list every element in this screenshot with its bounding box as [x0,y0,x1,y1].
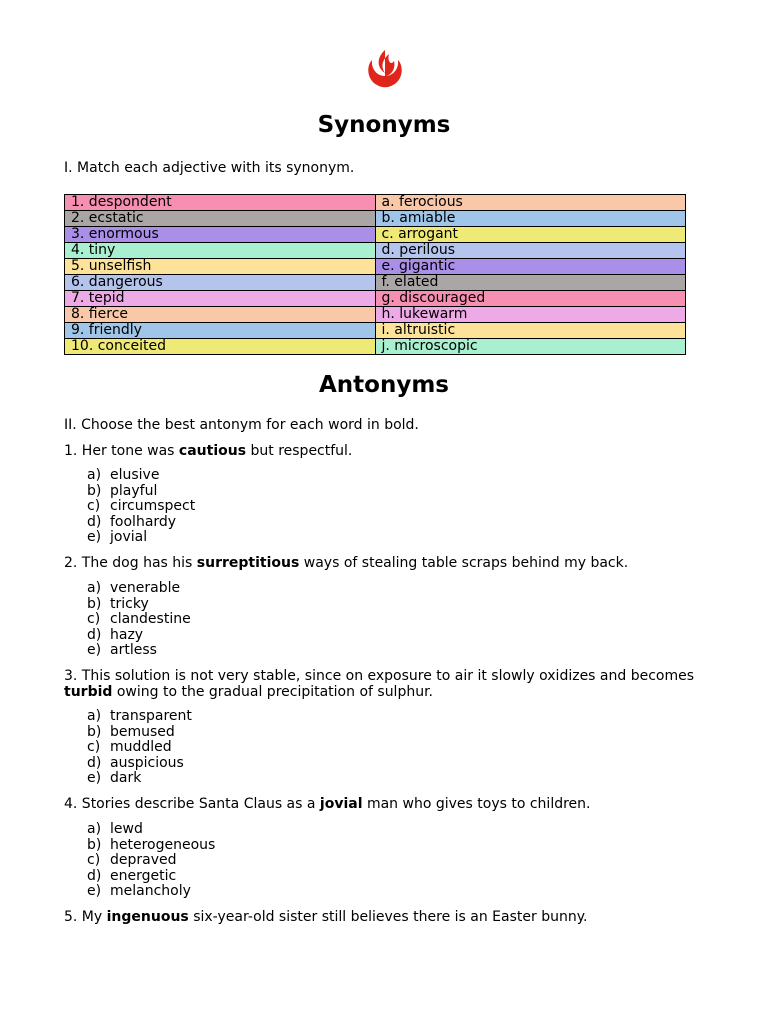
synonym-cell: e. gigantic [375,259,686,275]
match-row [65,275,686,291]
option-letter: b) [87,482,102,499]
match-row [65,307,686,323]
option-text: lewd [110,821,143,837]
synonym-cell: a. ferocious [375,195,686,211]
option-text: heterogeneous [110,836,216,853]
match-row [65,195,686,211]
adjective-cell: 4. tiny [65,243,376,259]
adjective-cell: 10. conceited [65,339,376,355]
option-letter: c) [87,498,101,514]
synonym-cell: c. arrogant [375,227,686,243]
answer-option[interactable] [87,499,195,515]
answer-option[interactable] [87,709,192,725]
adjective-cell: 9. friendly [65,323,376,339]
question-5-keyword: ingenuous [106,909,189,925]
option-letter: c) [87,852,101,868]
option-letter: a) [87,821,102,837]
synonym-cell: b. amiable [375,211,686,227]
option-letter: b) [87,836,102,853]
option-letter: c) [87,739,101,755]
synonyms-title: Synonyms [317,112,451,138]
option-text: bemused [110,723,175,740]
question-4: 4. Stories describe Santa Claus as a jovial man who gives toys to children. [64,796,591,812]
adjective-cell: 5. unselfish [65,259,376,275]
synonym-cell: f. elated [375,275,686,291]
option-text: melancholy [110,883,191,899]
match-row [65,323,686,339]
answer-option[interactable] [87,484,195,500]
question-2: 2. The dog has his surreptitious ways of stealing table scraps behind my back. [64,555,629,571]
option-letter: b) [87,595,102,612]
match-row [65,339,686,355]
question-2-options [87,581,191,659]
synonyms-instruction: I. Match each adjective with its synonym. [64,160,355,176]
option-text: energetic [110,867,177,884]
option-letter: d) [87,867,102,884]
option-letter: e) [87,642,102,658]
antonyms-instruction: II. Choose the best antonym for each word in bold. [64,417,419,433]
answer-option[interactable] [87,884,215,900]
option-text: hazy [110,626,144,643]
question-1-keyword: cautious [178,443,247,459]
synonym-cell: h. lukewarm [375,307,686,323]
synonym-cell: g. discouraged [375,291,686,307]
flame-logo-icon [359,46,411,94]
question-2-keyword: surreptitious [196,555,300,571]
adjective-cell: 7. tepid [65,291,376,307]
match-row [65,291,686,307]
answer-option[interactable] [87,468,195,484]
option-text: venerable [110,580,181,596]
option-letter: a) [87,580,102,596]
answer-option[interactable] [87,581,191,597]
adjective-cell: 6. dangerous [65,275,376,291]
answer-option[interactable] [87,612,191,628]
answer-option[interactable] [87,725,192,741]
answer-option[interactable] [87,628,191,644]
match-row [65,259,686,275]
match-row [65,227,686,243]
answer-option[interactable] [87,853,215,869]
option-text: jovial [110,529,148,545]
option-text: tricky [110,595,149,612]
option-letter: e) [87,529,102,545]
answer-option[interactable] [87,643,191,659]
answer-option[interactable] [87,869,215,885]
option-letter: a) [87,467,102,483]
antonyms-title: Antonyms [319,372,449,398]
option-letter: c) [87,611,101,627]
answer-option[interactable] [87,771,192,787]
option-letter: b) [87,723,102,740]
question-1: 1. Her tone was cautious but respectful. [64,443,353,459]
option-text: circumspect [110,498,196,514]
option-letter: d) [87,754,102,771]
option-text: auspicious [110,754,184,771]
match-row [65,211,686,227]
answer-option[interactable] [87,515,195,531]
question-3: 3. This solution is not very stable, since on exposure to air it slowly oxidizes and becomes turbid owing to the gradual precipitation of sulphur. [64,668,695,700]
answer-option[interactable] [87,740,192,756]
match-row [65,243,686,259]
synonym-cell: d. perilous [375,243,686,259]
question-4-options [87,822,215,900]
option-text: clandestine [110,611,191,627]
answer-option[interactable] [87,756,192,772]
answer-option[interactable] [87,838,215,854]
option-text: depraved [110,852,177,868]
option-letter: d) [87,626,102,643]
synonym-cell: j. microscopic [375,339,686,355]
option-letter: e) [87,883,102,899]
adjective-cell: 1. despondent [65,195,376,211]
synonym-match-table [64,194,686,355]
synonym-cell: i. altruistic [375,323,686,339]
adjective-cell: 3. enormous [65,227,376,243]
question-3-keyword: turbid [64,684,113,700]
option-letter: e) [87,770,102,786]
answer-option[interactable] [87,822,215,838]
adjective-cell: 8. fierce [65,307,376,323]
option-text: dark [110,770,142,786]
option-text: playful [110,482,158,499]
question-4-keyword: jovial [319,796,363,812]
option-text: elusive [110,467,160,483]
option-text: muddled [110,739,172,755]
question-5: 5. My ingenuous six-year-old sister still believes there is an Easter bunny. [64,909,588,925]
option-text: artless [110,642,157,658]
adjective-cell: 2. ecstatic [65,211,376,227]
option-text: foolhardy [110,513,177,530]
question-3-options [87,709,192,787]
question-1-options [87,468,195,546]
option-text: transparent [110,708,192,724]
answer-option[interactable] [87,597,191,613]
option-letter: a) [87,708,102,724]
answer-option[interactable] [87,530,195,546]
option-letter: d) [87,513,102,530]
